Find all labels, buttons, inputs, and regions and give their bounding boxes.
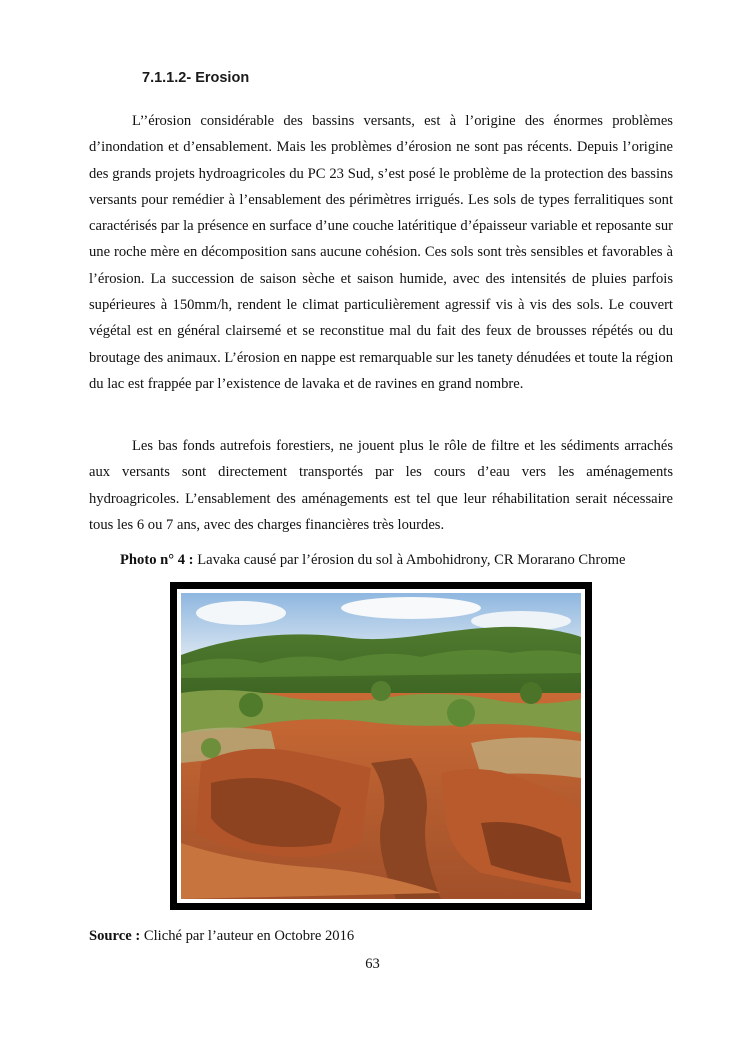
shrub [447, 699, 475, 727]
lavaka-erosion-photo [181, 593, 581, 899]
paragraph-bas-fonds: Les bas fonds autrefois forestiers, ne jouent plus le rôle de filtre et les sédiments arrachés aux versants sont directement transportés par les cours d’eau vers les aménagements hydroagricoles. L’ensablement des aménagements est tel que leur réhabilitation serait nécessaire tous les 6 ou 7 ans, avec des charges financières très lourdes. [89, 438, 673, 533]
photo-caption [120, 552, 625, 569]
paragraph-erosion-intro: L’’érosion considérable des bassins versants, est à l’origine des énormes problèmes d’inondation et d’ensablement. Mais les problèmes d’érosion ne sont pas récents. Depuis l’origine des grands projets hydroagricoles du PC 23 Sud, s’est posé le problème de la protection des bassins versants pour remédier à l’ensablement des périmètres irrigués. Les sols de types ferralitiques sont caractérisés par la présence en surface d’une couche latéritique d’épaisseur variable et reposante sur une roche mère en décomposition sans aucune cohésion. Ces sols sont très sensibles et favorables à l’érosion. La succession de saison sèche et saison humide, avec des intensités de pluies parfois supérieures à 150mm/h, rendent le climat particulièrement agressif vis à vis des sols. Le couvert végétal est en général clairsemé et se reconstitue mal du fait des feux de brousses répétés ou du broutage des animaux. L’érosion en nappe est remarquable sur les tanety dénudées et toute la région du lac est frappée par l’existence de lavaka et de ravines en grand nombre. [89, 113, 673, 392]
section-heading: 7.1.1.2- Erosion [142, 70, 250, 86]
page-number: 63 [365, 956, 380, 972]
photo-frame [170, 582, 592, 910]
photo-source [89, 928, 354, 945]
cloud [196, 601, 286, 625]
shrub [520, 682, 542, 704]
shrub [239, 693, 263, 717]
shrub [371, 681, 391, 701]
photo-caption-label: Photo n° 4 : [120, 552, 194, 568]
photo-source-text: Cliché par l’auteur en Octobre 2016 [140, 928, 355, 944]
photo-source-label: Source : [89, 928, 141, 944]
photo-caption-text: Lavaka causé par l’érosion du sol à Ambohidrony, CR Morarano Chrome [193, 552, 626, 568]
cloud [341, 597, 481, 619]
photo-mat [177, 589, 585, 903]
shrub [201, 738, 221, 758]
